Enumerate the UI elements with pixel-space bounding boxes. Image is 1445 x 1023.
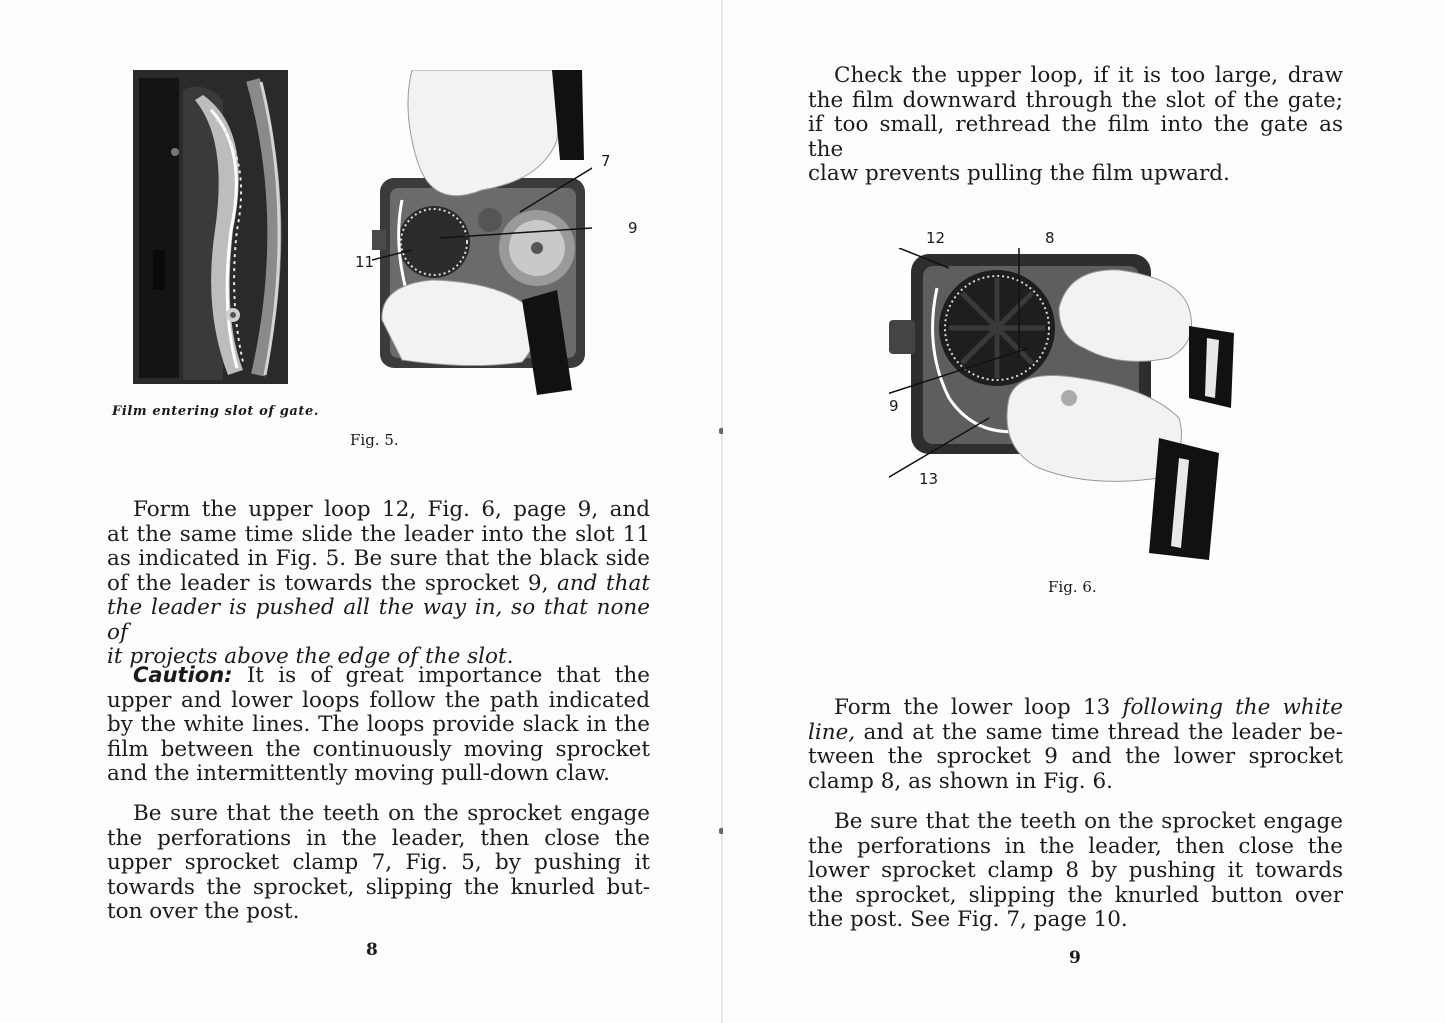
paragraph-caution: [107, 663, 650, 787]
right-page: [723, 0, 1445, 1023]
line: ton over the post.: [107, 899, 300, 924]
italic-text: and that: [557, 570, 650, 596]
line: towards the sprocket, slipping the knurled but-: [107, 874, 650, 900]
photo-hands-threading-fig6: [889, 248, 1254, 563]
paragraph-lower-clamp: [808, 810, 1343, 933]
callout-9: 9: [889, 397, 899, 415]
line: the perforations in the leader, then close the: [808, 833, 1343, 859]
line: and the intermittently moving pull-down claw.: [107, 761, 610, 786]
line: tween the sprocket 9 and the lower sprocket: [808, 744, 1343, 769]
callout-8: 8: [1045, 229, 1055, 247]
line: Check the upper loop, if it is too large, draw: [834, 63, 1343, 88]
callout-9: 9: [628, 219, 638, 237]
line: at the same time slide the leader into the slot 11: [107, 521, 650, 547]
italic-text: line,: [808, 719, 856, 745]
paragraph-lower-loop: [808, 696, 1343, 794]
line: It is of great importance that the: [246, 663, 650, 688]
italic-text: it projects above the edge of the slot.: [107, 644, 514, 669]
line: film between the continuously moving sprocket: [107, 736, 650, 762]
line: claw prevents pulling the film upward.: [808, 161, 1230, 186]
line: lower sprocket clamp 8 by pushing it towards: [808, 858, 1343, 883]
line: the post. See Fig. 7, page 10.: [808, 907, 1128, 932]
callout-13: 13: [919, 470, 939, 488]
line: as indicated in Fig. 5. Be sure that the black side: [107, 546, 650, 571]
callout-11: 11: [355, 253, 375, 271]
line: Be sure that the teeth on the sprocket engage: [133, 801, 650, 826]
line: of the leader is towards the sprocket 9,: [107, 570, 549, 596]
line: and at the same time thread the leader be-: [863, 719, 1343, 745]
photo-film-entering-gate: [133, 70, 288, 384]
line: Form the upper loop 12, Fig. 6, page 9, and: [133, 497, 650, 522]
page-number: 9: [1069, 948, 1081, 968]
fig-label: Fig. 5.: [350, 431, 399, 449]
line: upper and lower loops follow the path indicated: [107, 687, 650, 713]
italic-text: following the white: [1122, 695, 1343, 720]
line: upper sprocket clamp 7, Fig. 5, by pushing it: [107, 850, 650, 875]
photo-hands-threading-fig5: [372, 70, 592, 400]
caution-label: Caution:: [133, 663, 233, 687]
line: clamp 8, as shown in Fig. 6.: [808, 768, 1113, 794]
left-page: [0, 0, 722, 1023]
line: if too small, rethread the film into the gate as the: [808, 112, 1343, 162]
line: Be sure that the teeth on the sprocket engage: [834, 809, 1343, 834]
line: the perforations in the leader, then close the: [107, 825, 650, 851]
line: by the white lines. The loops provide slack in the: [107, 712, 650, 737]
paragraph-check-upper-loop: [808, 64, 1343, 187]
callout-12: 12: [926, 229, 946, 247]
line: the sprocket, slipping the knurled button over: [808, 882, 1343, 908]
italic-text: the leader is pushed all the way in, so that none of: [107, 595, 650, 645]
line: the film downward through the slot of the gate;: [808, 87, 1343, 113]
line: Form the lower loop 13: [834, 695, 1111, 720]
paragraph-sprocket-clamp: [107, 802, 650, 925]
figure-caption: Film entering slot of gate.: [112, 404, 320, 419]
fig-label: Fig. 6.: [1048, 578, 1097, 596]
callout-7: 7: [601, 152, 611, 170]
page-number: 8: [366, 940, 378, 960]
paragraph-upper-loop: [107, 498, 650, 670]
